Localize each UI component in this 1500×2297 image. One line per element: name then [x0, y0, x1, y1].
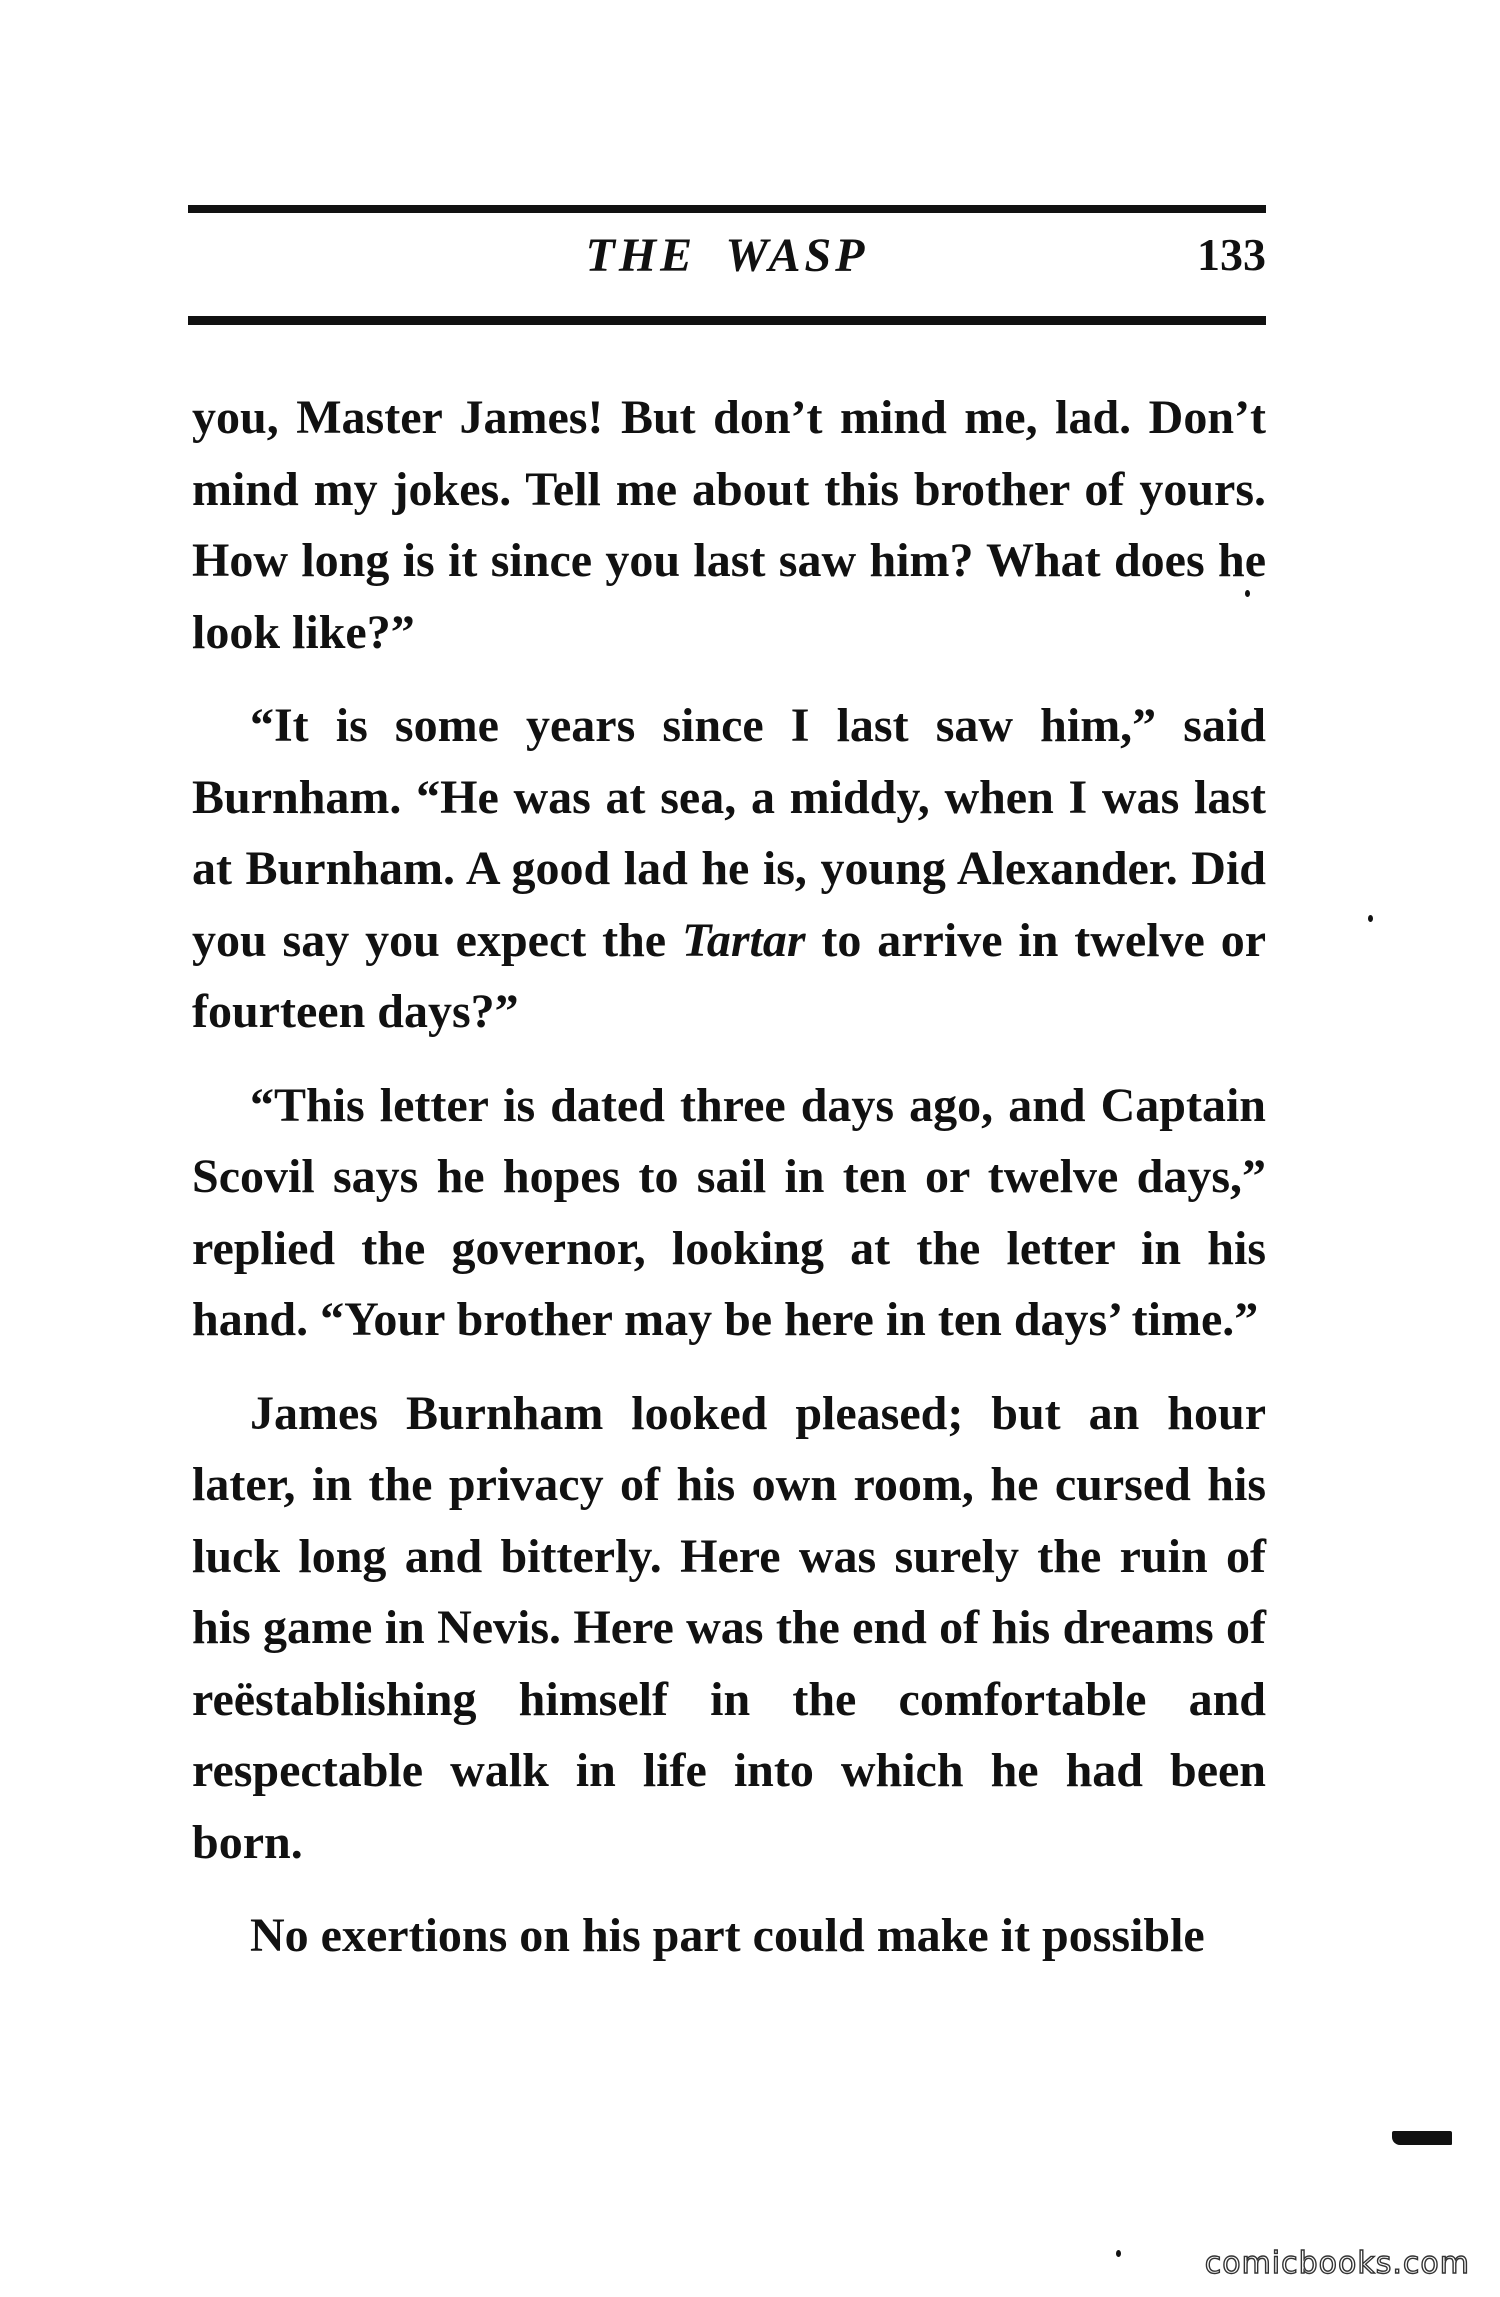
paragraph-text: to arrive in twelve or fourteen days?” [192, 913, 1266, 1038]
paragraph-text: “It is some years since I last saw him,” said Burnham. “He was at sea, a middy, when I was last at Burnham. A good lad he is, young Alexander. Did you say you expect the [192, 699, 1266, 967]
paragraph-final: No exertions on his part could make it possible [250, 1909, 1205, 1962]
ink-mark [1392, 2131, 1452, 2145]
ink-speck [1368, 915, 1373, 922]
header-rule-top [188, 205, 1266, 213]
page-number: 133 [1197, 229, 1266, 280]
running-head [188, 228, 1266, 298]
header-rule-bottom [188, 316, 1266, 325]
ink-speck [1245, 590, 1250, 597]
running-title: THE WASP [585, 229, 869, 282]
ship-name: Tartar [681, 913, 806, 967]
paragraph-continuation: you, Master James! But don’t mind me, lad. Don’t mind my jokes. Tell me about this brother of yours. How long is it since you last saw him? What does he look like?” [192, 391, 1266, 659]
paragraph-governor-reply: “This letter is dated three days ago, and Captain Scovil says he hopes to sail in ten or twelve days,” replied the governor, looking at the letter in his hand. “Your brother may be here in ten days’ time.” [192, 1078, 1266, 1346]
body-text [192, 382, 1266, 1972]
paragraph-narration: James Burnham looked pleased; but an hour later, in the privacy of his own room, he cursed his luck long and bitterly. Here was surely the ruin of his game in Nevis. Here was the end of his dreams of reëstablishing himself in the comfortable and respectable walk in life into which he had been born. [192, 1386, 1266, 1869]
ink-speck [1116, 2250, 1121, 2257]
paragraph-burnham-reply [192, 690, 1266, 1048]
watermark-logo: comicbooks.com [1204, 2246, 1470, 2281]
